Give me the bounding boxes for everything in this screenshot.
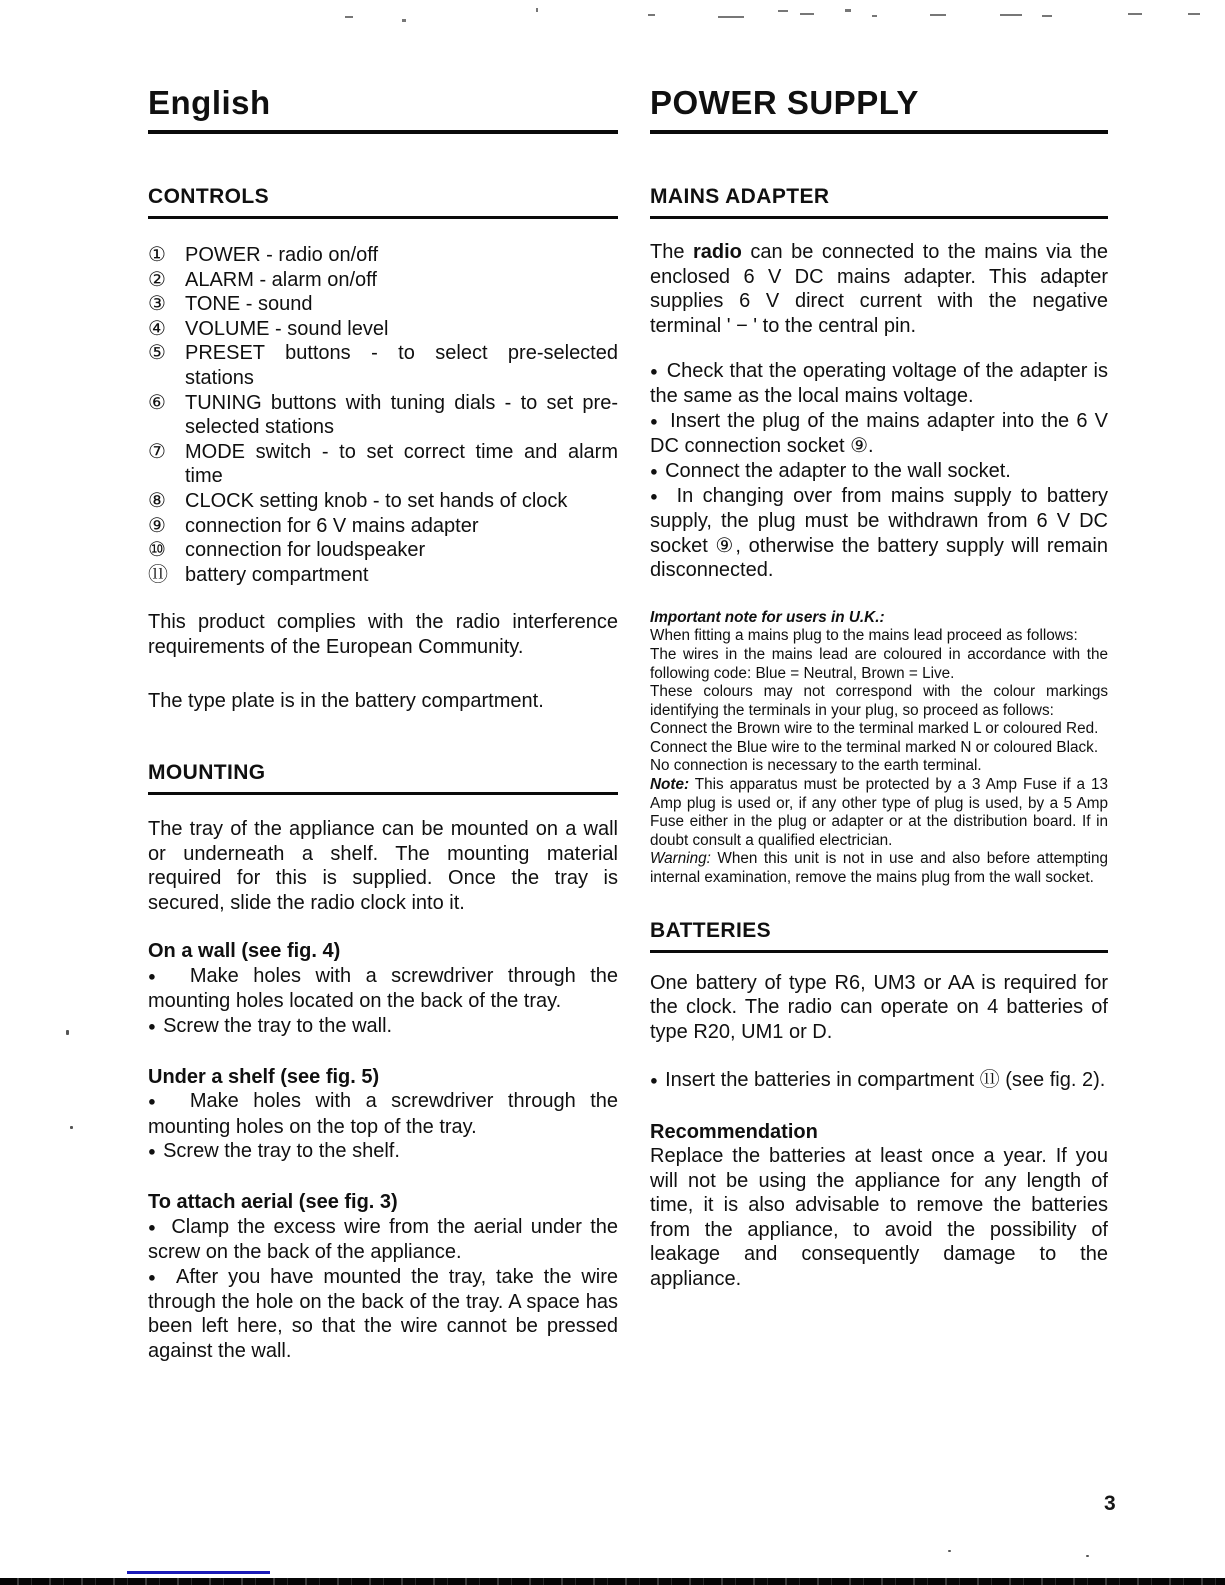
circled-number: ⑨: [148, 514, 166, 537]
scan-noise-dash: [930, 14, 946, 16]
list-item-text: TUNING buttons with tuning dials - to set pre-selected stations: [185, 391, 618, 439]
list-item: [148, 317, 618, 342]
scan-speck: [66, 1030, 69, 1035]
uk-note-line: Connect the Blue wire to the terminal marked N or coloured Black.: [650, 738, 1099, 756]
bullet-item: [148, 1215, 618, 1265]
bullet-icon: ●: [148, 1093, 165, 1109]
uk-note-line: The wires in the mains lead are coloured in accordance with the following code: Blue = Neutral, Brown = Live.: [650, 645, 1108, 682]
bullet-icon: ●: [148, 1143, 156, 1159]
circled-number: ④: [148, 317, 166, 340]
bullet-item: [650, 459, 1108, 484]
scan-noise-dash: [648, 14, 655, 16]
list-item: [148, 341, 618, 390]
bullet-text: Connect the adapter to the wall socket.: [665, 459, 1011, 482]
bullet-text: Clamp the excess wire from the aerial under the screw on the back of the appliance.: [148, 1215, 618, 1263]
scan-noise-dash: [718, 16, 744, 18]
language-heading: English: [148, 85, 618, 134]
scan-noise-dash: [536, 8, 538, 12]
scan-speck: [948, 1550, 951, 1552]
mains-adapter-heading: MAINS ADAPTER: [650, 185, 1108, 219]
controls-list: [148, 243, 618, 587]
list-item-text: battery compartment: [185, 563, 369, 586]
left-column: [148, 85, 618, 1363]
bullet-icon: ●: [650, 413, 660, 429]
scan-noise-dash: [1128, 13, 1142, 15]
list-item: [148, 489, 618, 514]
bullet-text: Insert the plug of the mains adapter into the 6 V DC connection socket ⑨.: [650, 410, 1108, 458]
bullet-item: [148, 964, 618, 1014]
scan-noise-dash: [778, 10, 788, 12]
right-column: [650, 85, 1108, 1292]
controls-heading: CONTROLS: [148, 185, 618, 219]
list-item: [148, 391, 618, 440]
uk-note: [650, 609, 1108, 888]
scan-noise-dash: [1188, 13, 1200, 15]
scan-bottom-bar: [0, 1578, 1225, 1585]
scan-speck: [1086, 1555, 1089, 1557]
circled-number: ⑥: [148, 391, 166, 414]
list-item-text: CLOCK setting knob - to set hands of clock: [185, 489, 568, 512]
scan-noise-dash: [800, 13, 814, 15]
warning-label: Warning:: [650, 850, 711, 868]
list-item: [148, 243, 618, 268]
recommendation-paragraph: Replace the batteries at least once a year. If you will not be using the appliance for any length of time, it is also advisable to remove the batteries from the appliance, to avoid the possibility of leakage and consequently damage to the appliance.: [650, 1145, 1108, 1291]
circled-number: ⑤: [148, 342, 166, 365]
batteries-heading: BATTERIES: [650, 919, 1108, 953]
bullet-item: [650, 484, 1108, 583]
scan-noise-dash: [1042, 15, 1052, 17]
bullet-item: [148, 1014, 618, 1039]
circled-number: ③: [148, 293, 166, 316]
bullet-item: [148, 1265, 618, 1364]
bullet-icon: ●: [148, 1269, 161, 1284]
intro-text: can be connected to the mains via the enclosed 6 V DC mains adapter. This adapter supplies 6 V direct current with the negative terminal ' − ' to the central pin.: [650, 241, 1108, 337]
bullet-text: In changing over from mains supply to battery supply, the plug must be withdrawn from 6 V DC socket ⑨, otherwise the battery supply will remain disconnected.: [650, 484, 1108, 582]
list-item-text: MODE switch - to set correct time and alarm time: [185, 440, 618, 488]
wall-subheading: On a wall (see fig. 4): [148, 940, 341, 963]
bullet-icon: ●: [650, 1072, 658, 1088]
compliance-paragraph: This product complies with the radio interference requirements of the European Community.: [148, 611, 618, 658]
aerial-subheading: To attach aerial (see fig. 3): [148, 1191, 398, 1214]
circled-number: ②: [148, 268, 166, 291]
list-item: [148, 538, 618, 563]
list-item: [148, 440, 618, 489]
list-item-text: connection for 6 V mains adapter: [185, 514, 479, 537]
circled-number: ⑩: [148, 539, 166, 562]
list-item-text: TONE - sound: [185, 293, 313, 316]
list-item-text: PRESET buttons - to select pre-selected stations: [185, 342, 618, 389]
bullet-icon: ●: [148, 1018, 156, 1034]
bullet-text: Screw the tray to the shelf.: [163, 1140, 400, 1163]
warning-text: When this unit is not in use and also before attempting internal examination, remove the mains plug from the wall socket.: [650, 850, 1108, 887]
scan-noise-dash: [845, 9, 851, 12]
bullet-item: [148, 1139, 618, 1164]
bullet-text: Check that the operating voltage of the adapter is the same as the local mains voltage.: [650, 360, 1109, 408]
scan-noise-dash: [1000, 14, 1022, 16]
bullet-icon: ●: [148, 1219, 159, 1235]
mounting-heading: MOUNTING: [148, 761, 618, 795]
list-item: [148, 514, 618, 539]
bullet-text: Insert the batteries in compartment ⑪ (see fig. 2).: [665, 1069, 1106, 1092]
shelf-subheading: Under a shelf (see fig. 5): [148, 1065, 380, 1088]
bullet-item: [650, 359, 1108, 409]
circled-number: ⑧: [148, 489, 166, 512]
bullet-item: [148, 1089, 618, 1139]
intro-text: The: [650, 241, 693, 263]
intro-bold-word: radio: [692, 241, 742, 263]
bullet-text: After you have mounted the tray, take the wire through the hole on the back of the tray. A space has been left here, so that the wire cannot be pressed against the wall.: [148, 1265, 618, 1362]
list-item: [148, 292, 618, 317]
scan-blue-line: [127, 1571, 270, 1574]
uk-note-warning-paragraph: [650, 850, 1108, 887]
bullet-icon: ●: [148, 968, 165, 984]
bullet-icon: ●: [650, 488, 662, 504]
note-label: Note:: [650, 776, 690, 794]
uk-note-line: No connection is necessary to the earth terminal.: [650, 757, 982, 775]
uk-note-title: Important note for users in U.K.:: [650, 608, 885, 626]
scan-noise-dash: [402, 19, 406, 22]
circled-number: ⑪: [148, 563, 168, 586]
circled-number: ①: [148, 244, 166, 266]
mains-adapter-intro: [650, 240, 1108, 338]
power-supply-heading: POWER SUPPLY: [650, 85, 1108, 134]
uk-note-fuse-paragraph: [650, 776, 1108, 850]
bullet-text: Make holes with a screwdriver through the mounting holes on the top of the tray.: [148, 1090, 618, 1138]
bullet-icon: ●: [650, 363, 659, 379]
bullet-text: Screw the tray to the wall.: [163, 1014, 393, 1037]
uk-note-line: These colours may not correspond with the colour markings identifying the terminals in your plug, so proceed as follows:: [650, 683, 1108, 719]
type-plate-paragraph: The type plate is in the battery compartment.: [148, 689, 544, 712]
list-item-text: connection for loudspeaker: [185, 539, 426, 562]
uk-note-line: Connect the Brown wire to the terminal marked L or coloured Red.: [650, 720, 1099, 738]
bullet-item: [650, 1068, 1108, 1093]
uk-note-line: When fitting a mains plug to the mains lead proceed as follows:: [650, 627, 1078, 645]
list-item: [148, 563, 618, 588]
scan-noise-dash: [345, 16, 353, 18]
circled-number: ⑦: [148, 440, 166, 463]
note-text: This apparatus must be protected by a 3 Amp Fuse if a 13 Amp plug is used or, if any other type of plug is used, by a 5 Amp Fuse either in the plug or adapter or at the distribution board. If in doubt consult a qualified electrician.: [650, 776, 1108, 849]
page-number: 3: [1104, 1492, 1116, 1515]
list-item: [148, 268, 618, 293]
recommendation-subheading: Recommendation: [650, 1120, 818, 1143]
batteries-intro: One battery of type R6, UM3 or AA is required for the clock. The radio can operate on 4 batteries of type R20, UM1 or D.: [650, 971, 1108, 1043]
list-item-text: VOLUME - sound level: [185, 317, 389, 340]
scan-noise-dash: [872, 15, 877, 17]
list-item-text: ALARM - alarm on/off: [185, 268, 377, 291]
bullet-item: [650, 409, 1108, 459]
mounting-intro: The tray of the appliance can be mounted on a wall or underneath a shelf. The mounting material required for this is supplied. Once the tray is secured, slide the radio clock into it.: [148, 818, 618, 914]
scan-speck: [70, 1126, 73, 1129]
bullet-icon: ●: [650, 463, 658, 479]
list-item-text: POWER - radio on/off: [185, 244, 379, 266]
bullet-text: Make holes with a screwdriver through the mounting holes located on the back of the tray.: [148, 965, 618, 1013]
